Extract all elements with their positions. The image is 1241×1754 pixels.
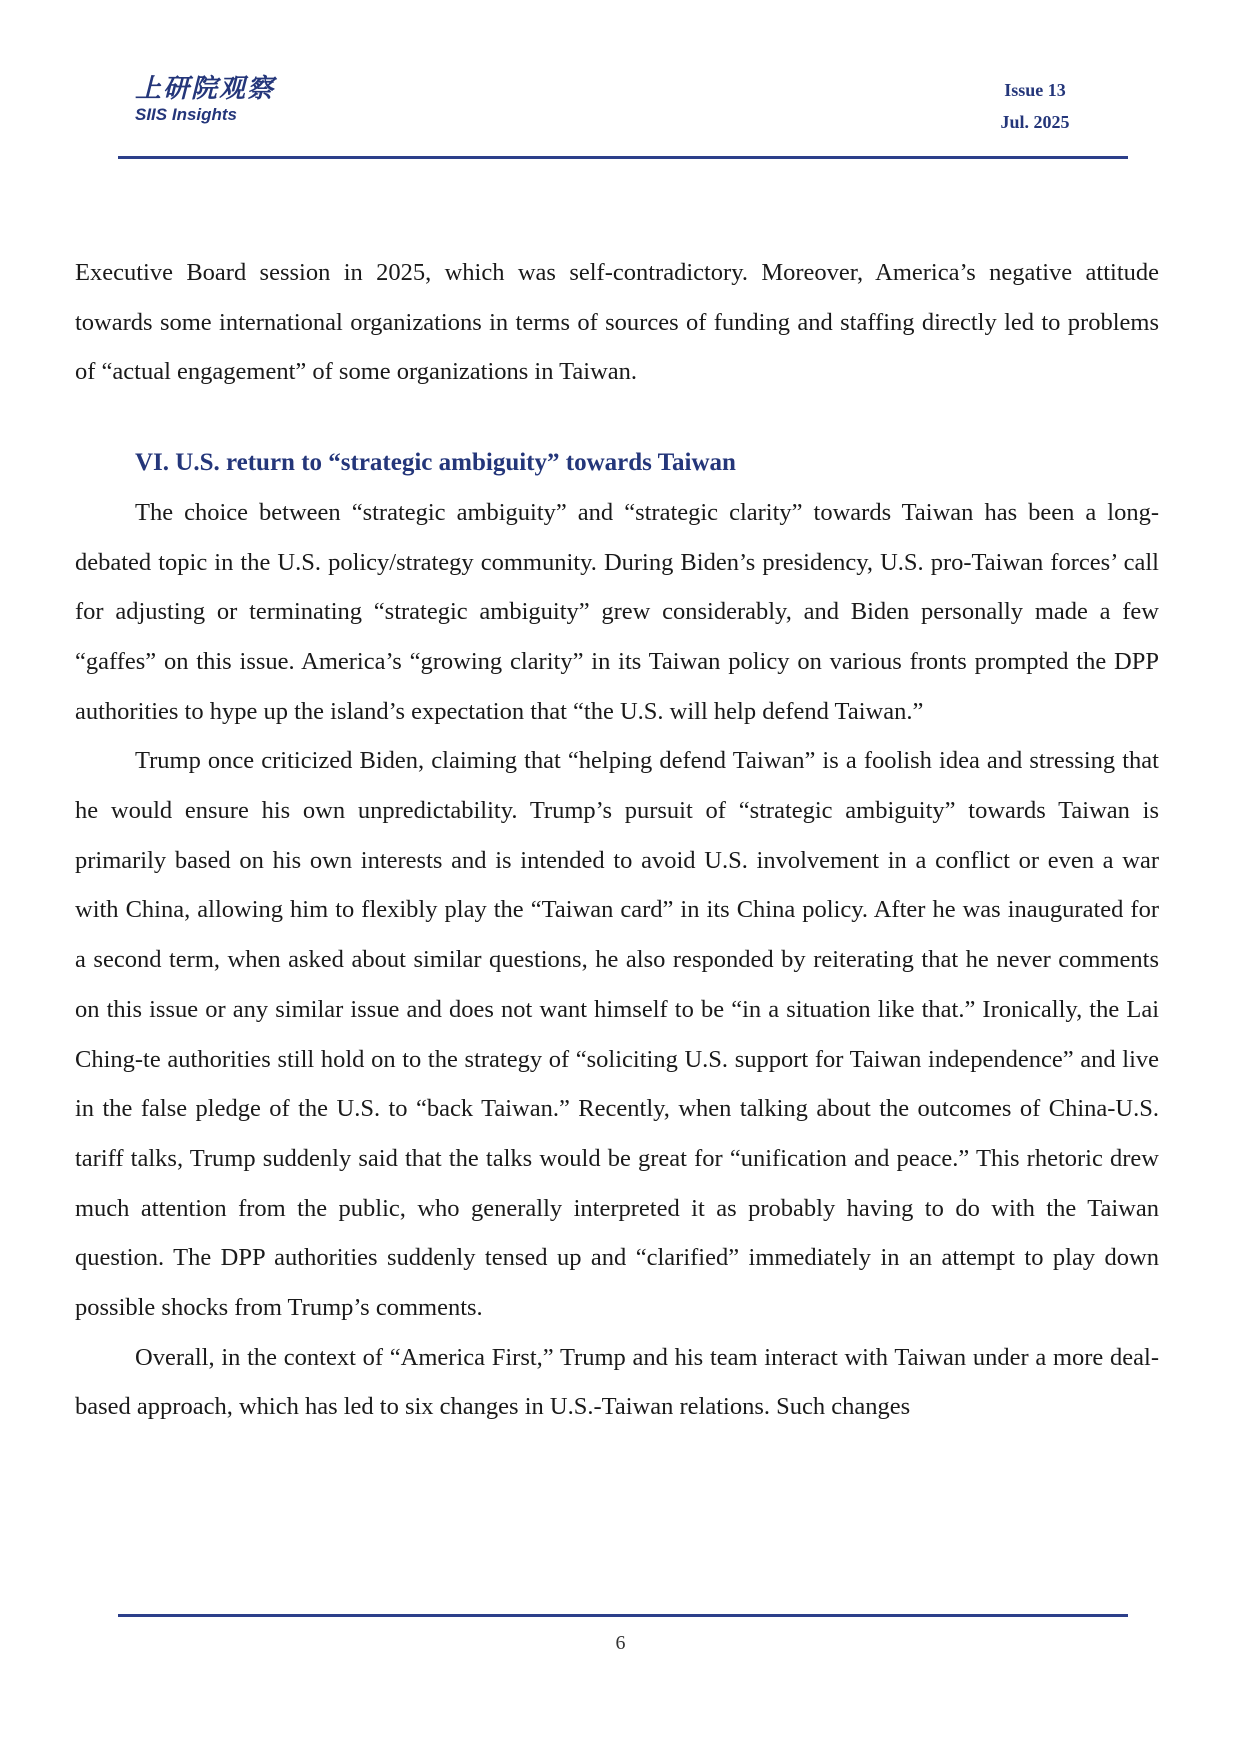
page-number: 6 [615, 1632, 626, 1654]
paragraph: Overall, in the context of “America First,” Trump and his team interact with Taiwan under a more deal-based approach, which has led to six changes in U.S.-Taiwan relations. Such changes [75, 1343, 1159, 1421]
masthead [135, 74, 275, 125]
issue-date: Jul. 2025 [1000, 112, 1070, 132]
article-body [75, 248, 1159, 1432]
header-rule [118, 156, 1128, 159]
masthead-english-title: SIIS Insights [135, 105, 238, 124]
footer-rule [118, 1614, 1128, 1617]
paragraph: The choice between “strategic ambiguity” and “strategic clarity” towards Taiwan has been a long-debated topic in the U.S. policy/strategy community. During Biden’s presidency, U.S. pro-Taiwan forces’ call for adjusting or terminating “strategic ambiguity” grew considerably, and Biden personally made a few “gaffes” on this issue. America’s “growing clarity” in its Taiwan policy on various fronts prompted the DPP authorities to hype up the island’s expectation that “the U.S. will help defend Taiwan.” [75, 498, 1159, 725]
masthead-chinese-title: 上研院观察 [135, 74, 276, 104]
issue-info [960, 74, 1110, 138]
paragraph-continued: Executive Board session in 2025, which was self-contradictory. Moreover, America’s negative attitude towards some international organizations in terms of sources of funding and staffing directly led to problems of “actual engagement” of some organizations in Taiwan. [75, 259, 1159, 386]
paragraph: Trump once criticized Biden, claiming that “helping defend Taiwan” is a foolish idea and stressing that he would ensure his own unpredictability. Trump’s pursuit of “strategic ambiguity” towards Taiwan is primarily based on his own interests and is intended to avoid U.S. involvement in a conflict or even a war with China, allowing him to flexibly play the “Taiwan card” in its China policy. After he was inaugurated for a second term, when asked about similar questions, he also responded by reiterating that he never comments on this issue or any similar issue and does not want himself to be “in a situation like that.” Ironically, the Lai Ching-te authorities still hold on to the strategy of “soliciting U.S. support for Taiwan independence” and live in the false pledge of the U.S. to “back Taiwan.” Recently, when talking about the outcomes of China-U.S. tariff talks, Trump suddenly said that the talks would be great for “unification and peace.” This rhetoric drew much attention from the public, who generally interpreted it as probably having to do with the Taiwan question. The DPP authorities suddenly tensed up and “clarified” immediately in an attempt to play down possible shocks from Trump’s comments. [75, 747, 1159, 1322]
section-heading: VI. U.S. return to “strategic ambiguity” towards Taiwan [135, 449, 736, 477]
issue-number: Issue 13 [1004, 80, 1066, 100]
